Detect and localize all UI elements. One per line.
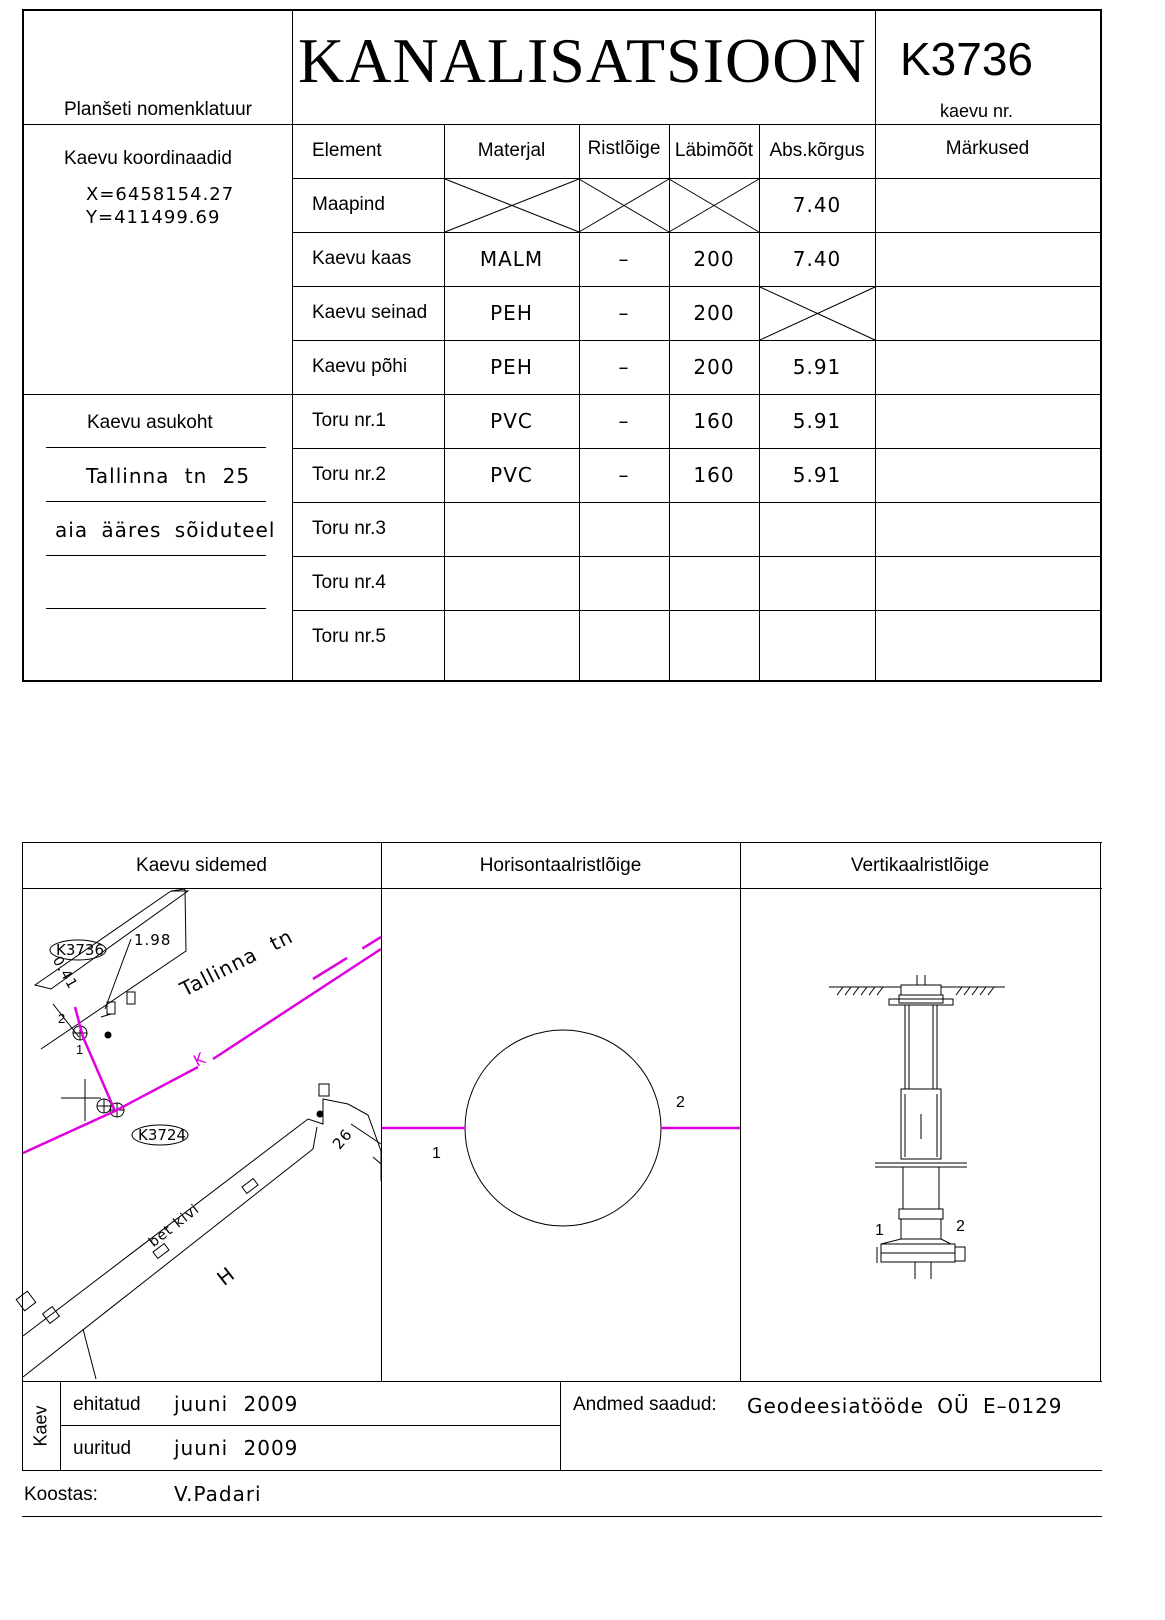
map-label-k3736: K3736 [56,941,105,959]
horizontal-section [382,889,740,1381]
cross-out [759,286,875,340]
vertical-point-2: 2 [956,1218,965,1235]
nomenclature-label: Planšeti nomenklatuur [64,99,252,120]
header-notes: Märkused [945,138,1030,159]
row-material: PEH [490,301,533,325]
footer-data-value: Geodeesiatööde OÜ E–0129 [747,1394,1063,1418]
row-cross-section: – [618,463,630,487]
header-diameter: Läbimõõt [674,140,754,161]
location-line-2: aia ääres sõiduteel [55,518,276,542]
row-elevation: 5.91 [792,409,842,433]
row-element: Kaevu kaas [312,248,412,269]
row-element: Toru nr.3 [312,518,386,539]
row-material: PVC [490,463,533,487]
row-element: Kaevu põhi [312,356,408,377]
row-diameter: 200 [693,355,735,379]
row-material: PEH [490,355,533,379]
header-element: Element [312,140,382,161]
vertical-point-1: 1 [875,1222,884,1239]
col-title-horizontal: Horisontaalristlõige [479,854,642,876]
map-h-mark: H [212,1261,240,1291]
col-title-vertical: Vertikaalristlõige [850,854,990,876]
cross-out [444,178,759,232]
row-elevation: 5.91 [792,355,842,379]
map-street-label: Tallinna tn [176,924,297,1002]
map-label-k3724: K3724 [138,1126,187,1144]
footer-data-label: Andmed saadud: [573,1394,717,1415]
row-cross-section: – [618,409,630,433]
row-diameter: 200 [693,301,735,325]
site-map [23,889,381,1381]
header-elevation: Abs.kõrgus [769,140,865,161]
map-point-2: 2 [58,1011,66,1026]
footer-built-label: ehitatud [73,1394,141,1415]
location-line-1: Tallinna tn 25 [86,464,251,488]
row-element: Kaevu seinad [312,302,428,323]
row-element: Toru nr.2 [312,464,386,485]
coordinate-x: X=6458154.27 [86,184,235,205]
row-element: Toru nr.1 [312,410,386,431]
footer-built-value: juuni 2009 [174,1392,299,1416]
row-diameter: 200 [693,247,735,271]
map-number-26: 26 [328,1125,357,1153]
row-element: Maapind [312,194,385,215]
well-dot [105,1032,324,1118]
header-cross-section: Ristlõige [587,138,661,159]
map-pipe-mark: K [190,1048,210,1071]
footer-author-label: Koostas: [24,1484,98,1505]
map-dim-198: 1.98 [134,931,172,949]
horizontal-point-2: 2 [676,1094,685,1111]
row-element: Toru nr.5 [312,626,386,647]
row-material: MALM [479,247,544,271]
well-number-label: kaevu nr. [940,101,1014,121]
well-circle [465,1030,661,1226]
row-elevation: 7.40 [792,193,842,217]
row-elevation: 5.91 [792,463,842,487]
location-label: Kaevu asukoht [87,412,213,433]
page-title: KANALISATSIOON [298,25,867,96]
map-dim-041: 0.41 [48,953,81,993]
footer-surveyed-label: uuritud [73,1438,132,1459]
row-diameter: 160 [693,409,735,433]
vertical-section [741,889,1100,1381]
coordinates-label: Kaevu koordinaadid [64,148,232,169]
row-material: PVC [490,409,533,433]
row-cross-section: – [618,301,630,325]
map-point-1: 1 [76,1042,84,1057]
col-title-links: Kaevu sidemed [136,854,267,876]
footer-surveyed-value: juuni 2009 [174,1436,299,1460]
map-bet-kivi: bet kivi [146,1201,203,1251]
row-cross-section: – [618,355,630,379]
coordinate-y: Y=411499.69 [86,207,221,228]
row-cross-section: – [618,247,630,271]
header-material: Materjal [477,140,546,161]
footer-author-value: V.Padari [174,1482,262,1506]
row-element: Toru nr.4 [312,572,386,593]
well-number: K3736 [900,33,1034,85]
horizontal-point-1: 1 [432,1145,441,1162]
row-elevation: 7.40 [792,247,842,271]
footer-side-label: Kaev [30,1405,51,1447]
row-diameter: 160 [693,463,735,487]
